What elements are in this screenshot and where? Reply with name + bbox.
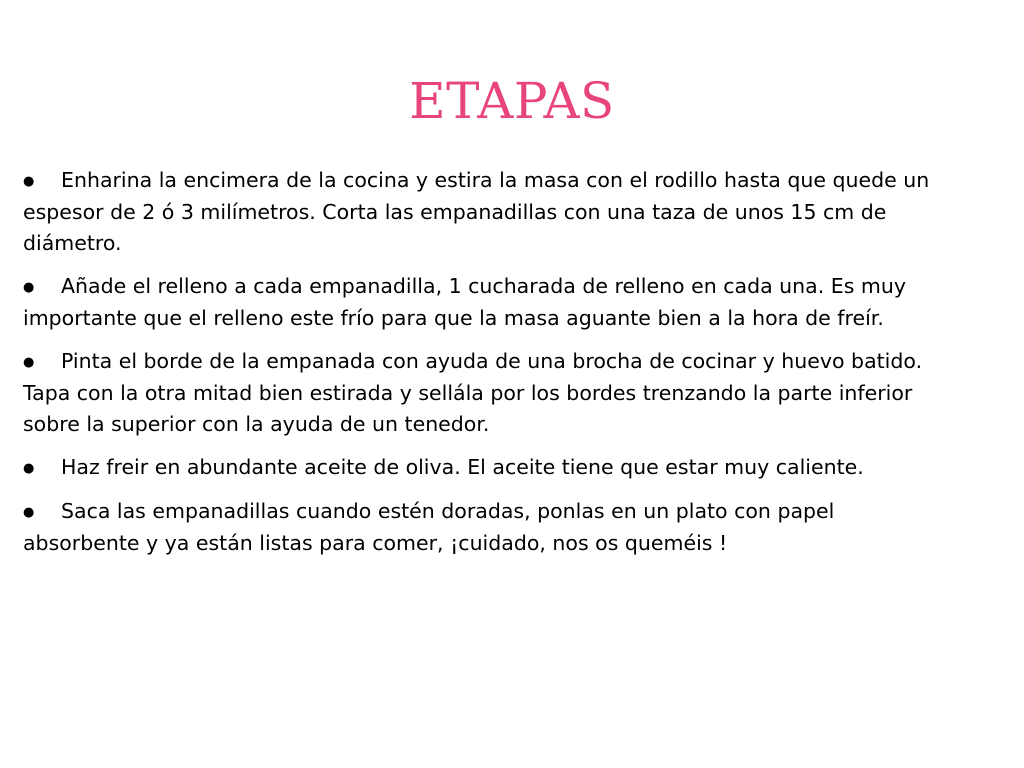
step-text: Añade el relleno a cada empanadilla, 1 cucharada de relleno en cada una. Es muy importante que el relleno este frío para que la masa aguante bien a la hora de freír.	[23, 274, 906, 330]
bullet-icon: ●	[23, 280, 35, 295]
step-item	[23, 271, 953, 334]
step-text: Saca las empanadillas cuando estén doradas, ponlas en un plato con papel absorbente y ya están listas para comer, ¡cuidado, nos os queméis !	[23, 499, 835, 555]
bullet-icon: ●	[23, 461, 35, 476]
step-item	[23, 346, 953, 440]
slide-title: ETAPAS	[409, 72, 615, 130]
step-text: Haz freir en abundante aceite de oliva. El aceite tiene que estar muy caliente.	[61, 455, 864, 479]
step-text: Pinta el borde de la empanada con ayuda de una brocha de cocinar y huevo batido. Tapa con la otra mitad bien estirada y sellála por los bordes trenzando la parte inferior sobre la superior con la ayuda de un tenedor.	[23, 349, 923, 436]
bullet-icon: ●	[23, 174, 35, 189]
bullet-icon: ●	[23, 505, 35, 520]
steps-list	[23, 165, 953, 571]
step-item	[23, 452, 953, 484]
bullet-icon: ●	[23, 355, 35, 370]
step-item	[23, 496, 953, 559]
step-item	[23, 165, 953, 259]
step-text: Enharina la encimera de la cocina y estira la masa con el rodillo hasta que quede un espesor de 2 ó 3 milímetros. Corta las empanadillas con una taza de unos 15 cm de diámetro.	[23, 168, 930, 255]
